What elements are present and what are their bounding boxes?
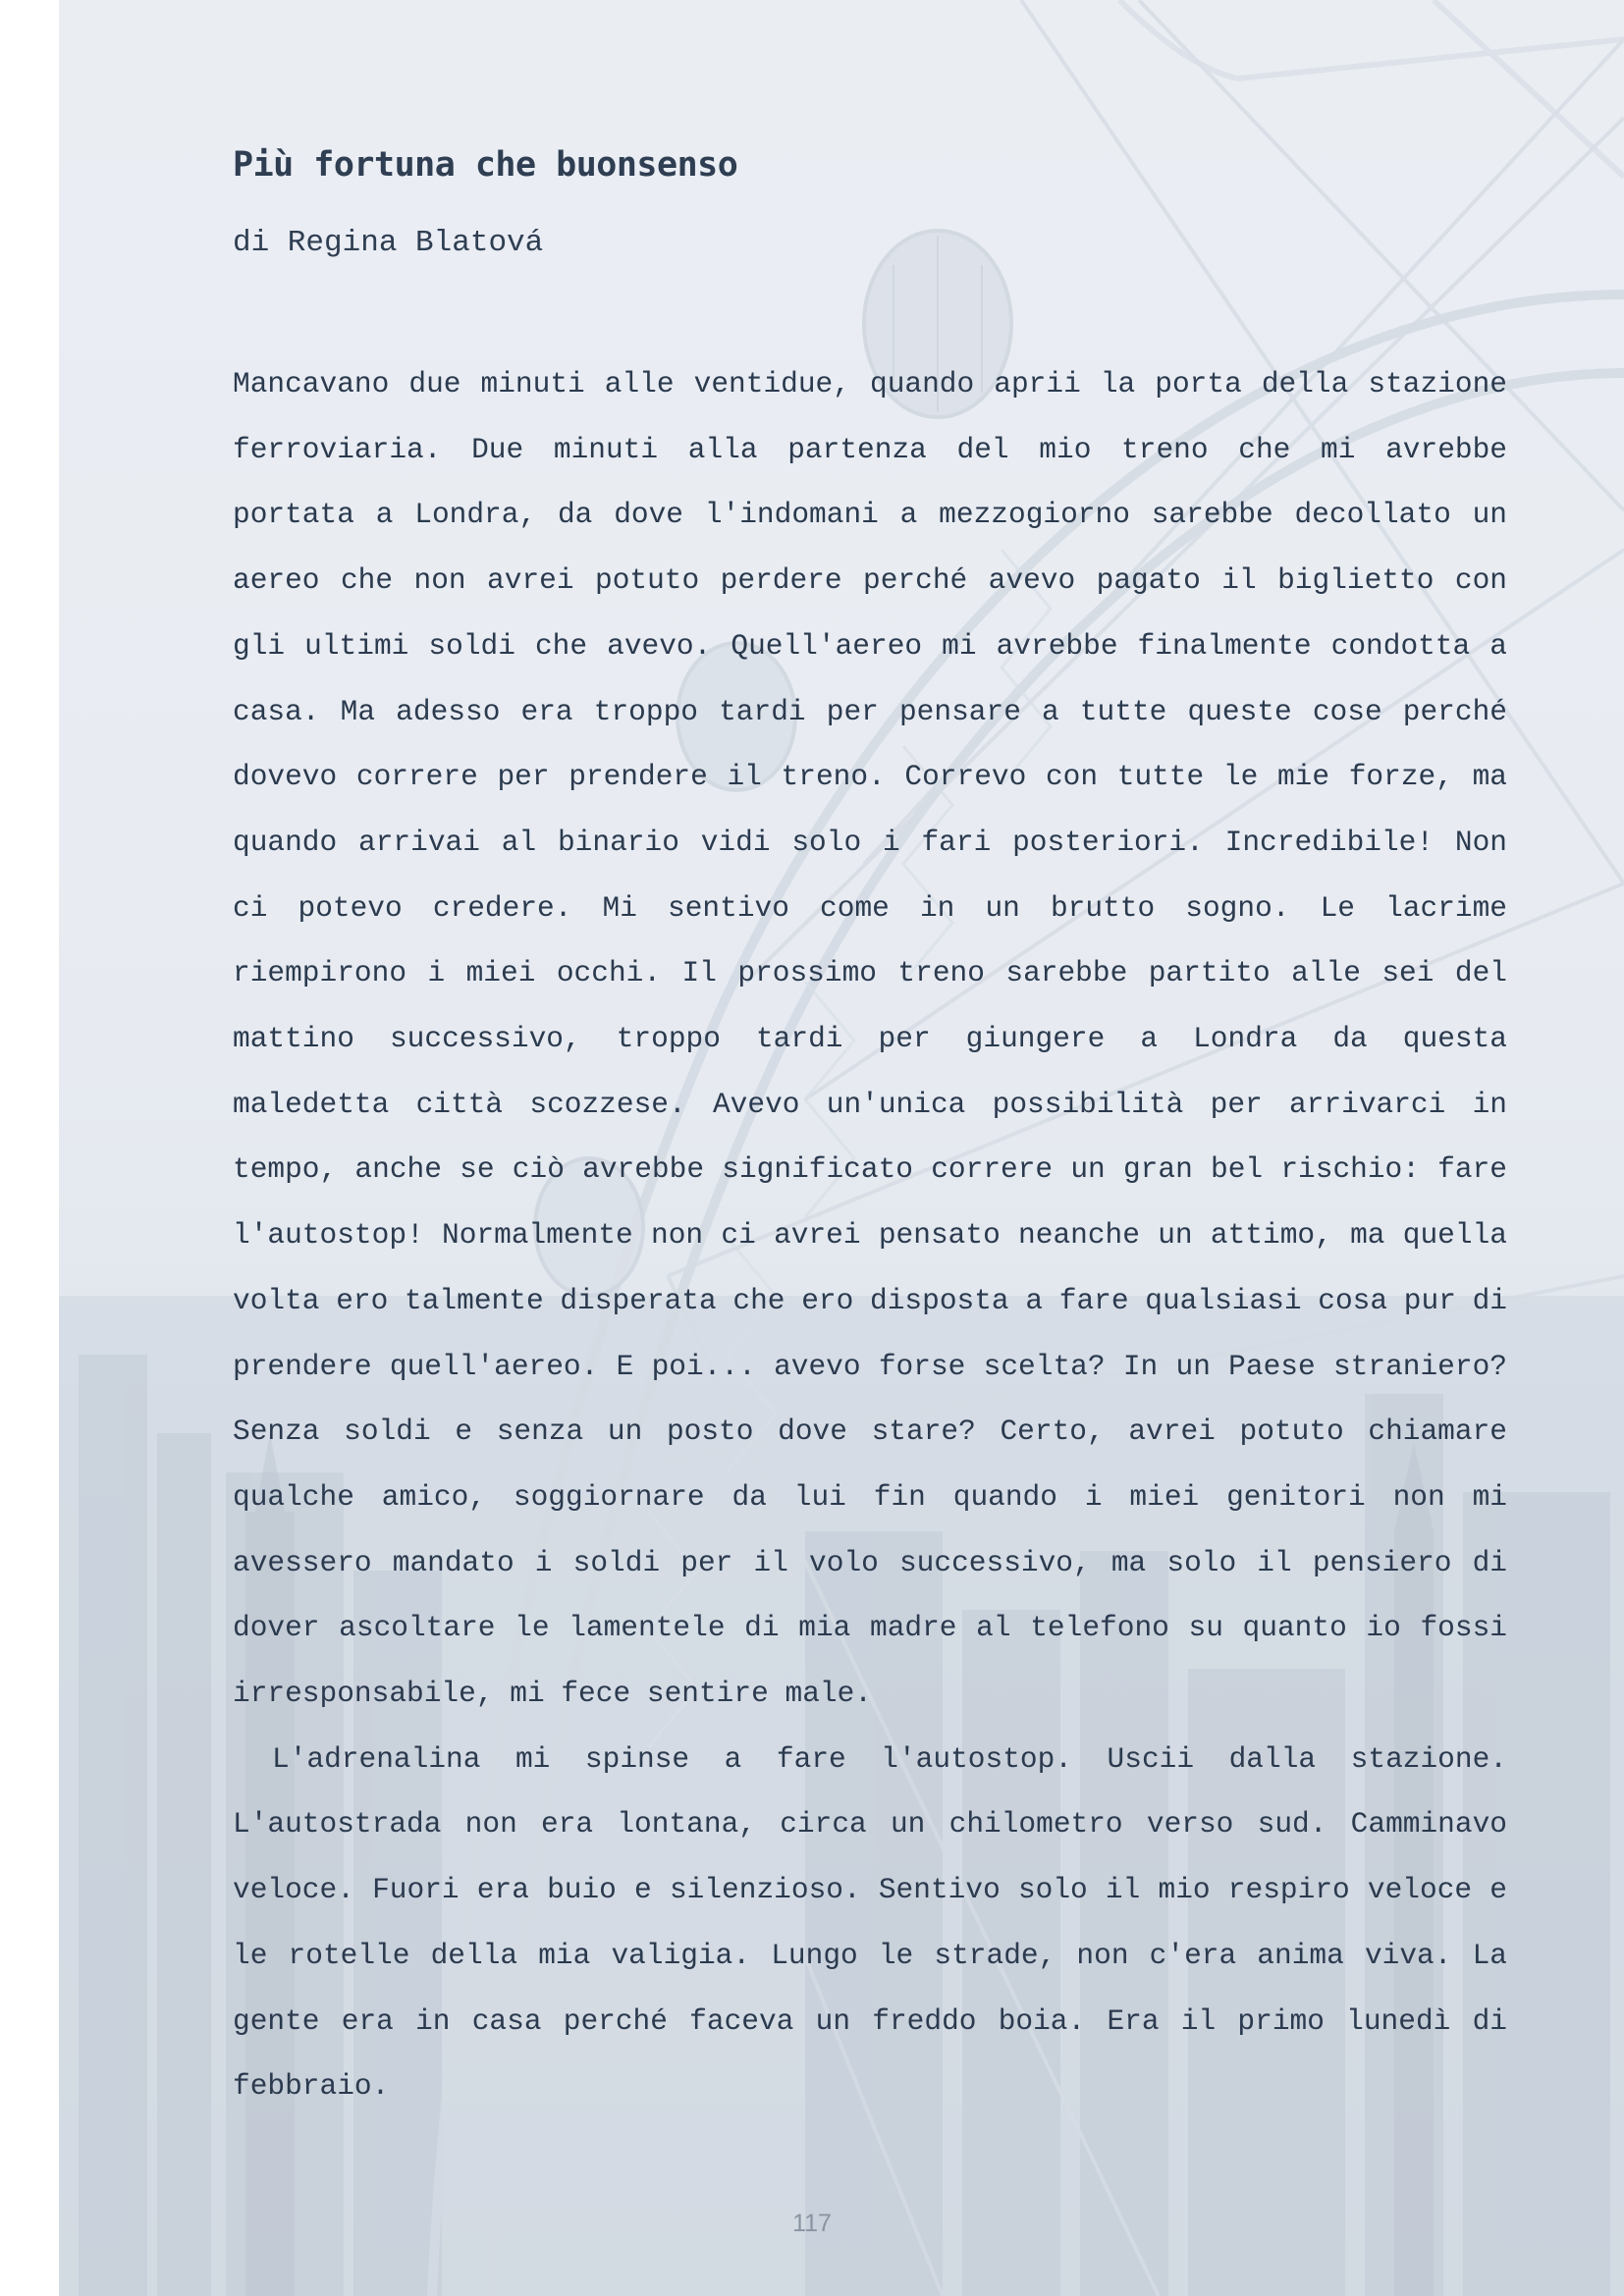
paragraph: L'adrenalina mi spinse a fare l'autostop. Uscii dalla stazione. L'autostrada non era lontana, circa un chilometro verso sud. Camminavo veloce. Fuori era buio e silenzioso. Sentivo solo il mio respiro veloce e le rotelle della mia valigia. Lungo le strade, non c'era anima viva. La gente era in casa perché faceva un freddo boia. Era il primo lunedì di febbraio. xyxy=(233,1741,1507,2104)
document-body xyxy=(233,351,1507,2119)
document-title: Più fortuna che buonsenso xyxy=(233,145,738,185)
page-number: 117 xyxy=(792,2210,832,2237)
paragraph: Mancavano due minuti alle ventidue, quando aprii la porta della stazione ferroviaria. Due minuti alla partenza del mio treno che mi avrebbe portata a Londra, da dove l'indomani a mezzogiorno sarebbe decollato un aereo che non avrei potuto perdere perché avevo pagato il biglietto con gli ultimi soldi che avevo. Quell'aereo mi avrebbe finalmente condotta a casa. Ma adesso era troppo tardi per pensare a tutte queste cose perché dovevo correre per prendere il treno. Correvo con tutte le mie forze, ma quando arrivai al binario vidi solo i fari posteriori. Incredibile! Non ci potevo credere. Mi sentivo come in un brutto sogno. Le lacrime riempirono i miei occhi. Il prossimo treno sarebbe partito alle sei del mattino successivo, troppo tardi per giungere a Londra da questa maledetta città scozzese. Avevo un'unica possibilità per arrivarci in tempo, anche se ciò avrebbe significato correre un gran bel rischio: fare l'autostop! Normalmente non ci avrei pensato neanche un attimo, ma quella volta ero talmente disperata che ero disposta a fare qualsiasi cosa pur di prendere quell'aereo. E poi... avevo forse scelta? In un Paese straniero? Senza soldi e senza un posto dove stare? Certo, avrei potuto chiamare qualche amico, soggiornare da lui fin quando i miei genitori non mi avessero mandato i soldi per il volo successivo, ma solo il pensiero di dover ascoltare le lamentele di mia madre al telefono su quanto io fossi irresponsabile, mi fece sentire male. xyxy=(233,367,1508,1711)
document-author: di Regina Blatová xyxy=(233,226,544,260)
